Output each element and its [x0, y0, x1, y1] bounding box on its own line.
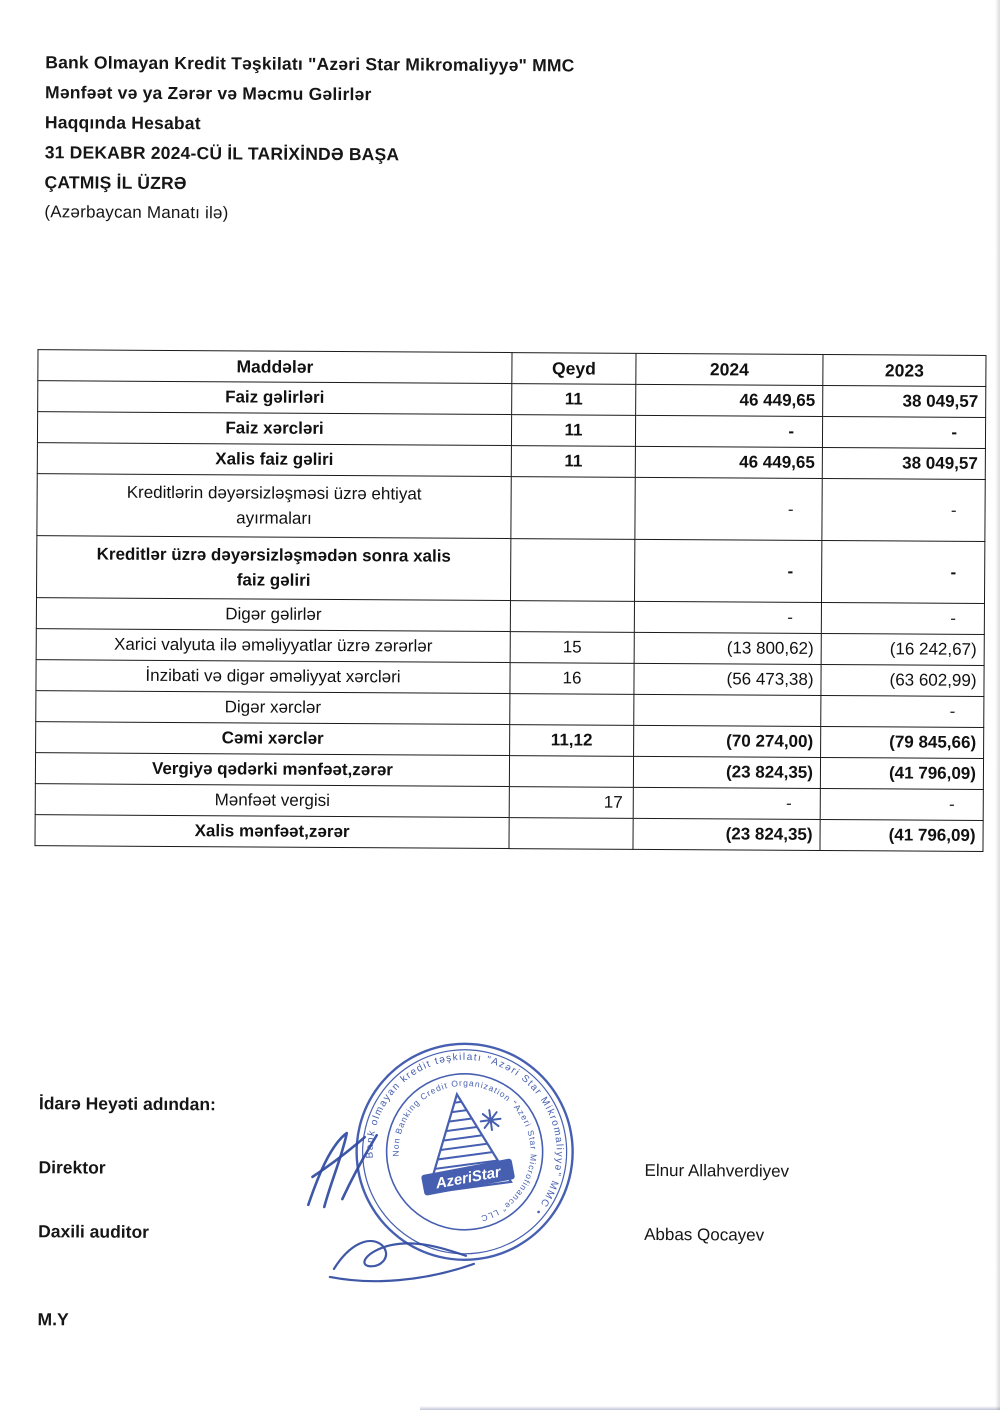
cell-label: Faiz gəlirləri: [38, 381, 512, 415]
cell-qeyd: 11: [511, 446, 635, 478]
cell-label: Xalis faiz gəliri: [37, 443, 511, 477]
cell-2023: 38 049,57: [822, 447, 985, 479]
cell-label: İnzibati və digər əməliyyat xərcləri: [36, 660, 510, 694]
cell-label: Cəmi xərclər: [36, 722, 510, 756]
cell-label: Xarici valyuta ilə əməliyyatlar üzrə zərərlər: [36, 629, 510, 663]
cell-2023: (63 602,99): [821, 664, 984, 696]
cell-label: Xalis mənfəət,zərər: [35, 815, 509, 849]
cell-label: Vergiyə qədərki mənfəət,zərər: [35, 753, 509, 787]
auditor-name: Abbas Qocayev: [644, 1224, 765, 1245]
cell-2023: (41 796,09): [820, 757, 983, 789]
auditor-label: Daxili auditor: [38, 1221, 150, 1242]
cell-qeyd: [510, 539, 634, 602]
cell-2024: [634, 694, 821, 726]
cell-2023: -: [821, 695, 984, 727]
cell-label: Faiz xərcləri: [37, 412, 511, 446]
table-row: [35, 815, 983, 852]
scan-artifact-bottom-edge: [420, 1406, 1000, 1410]
cell-2023: (79 845,66): [821, 726, 984, 758]
seal-mark-label: M.Y: [37, 1309, 69, 1330]
cell-2023: (16 242,67): [821, 633, 984, 665]
stamp-inner-text: Non Banking Credit Organization "Azeri Star Microfinance" LLC: [390, 1077, 539, 1224]
cell-2024: -: [633, 787, 820, 819]
cell-2023: (41 796,09): [820, 819, 983, 851]
cell-2024: 46 449,65: [636, 384, 823, 416]
stamp-logo-text: AzeriStar: [434, 1163, 503, 1193]
cell-qeyd: [509, 818, 633, 850]
column-header-2024: 2024: [636, 353, 823, 385]
cell-2023: -: [822, 478, 985, 541]
cell-qeyd: 17: [509, 787, 633, 819]
director-label: Direktor: [38, 1157, 106, 1178]
cell-label: Digər xərclər: [36, 691, 510, 725]
cell-qeyd: 11: [512, 384, 636, 416]
scan-artifact-right-edge: [995, 0, 1000, 1410]
stamp-star-icon: [479, 1109, 501, 1131]
cell-2024: -: [635, 477, 822, 540]
report-title-line2: Haqqında Hesabat: [44, 112, 201, 134]
cell-2024: 46 449,65: [635, 446, 822, 478]
column-header-2023: 2023: [823, 354, 986, 386]
cell-2023: -: [820, 788, 983, 820]
cell-qeyd: [510, 694, 634, 726]
cell-qeyd: 16: [510, 663, 634, 695]
cell-qeyd: 11: [511, 415, 635, 447]
cell-qeyd: [510, 601, 634, 633]
on-behalf-label: İdarə Heyəti adından:: [38, 1093, 216, 1115]
auditor-signature: [324, 1229, 484, 1292]
director-name: Elnur Allahverdiyev: [644, 1160, 790, 1181]
director-signature: [296, 1127, 397, 1218]
cell-2024: (13 800,62): [634, 632, 821, 664]
cell-2024: -: [635, 415, 822, 447]
cell-label: Mənfəət vergisi: [35, 784, 509, 818]
currency-note: (Azərbaycan Manatı ilə): [44, 202, 229, 223]
cell-2024: (23 824,35): [633, 756, 820, 788]
report-period-line2: ÇATMIŞ İL ÜZRƏ: [44, 172, 187, 194]
cell-qeyd: 11,12: [510, 725, 634, 757]
report-header: [44, 47, 574, 230]
cell-2023: -: [822, 416, 985, 448]
table-row: [37, 474, 985, 542]
financial-table: [34, 349, 986, 852]
cell-label: Digər gəlirlər: [36, 598, 510, 632]
cell-2024: (70 274,00): [634, 725, 821, 757]
column-header-qeyd: Qeyd: [512, 353, 636, 385]
cell-qeyd: [509, 756, 633, 788]
cell-2024: -: [634, 539, 821, 602]
report-title-line1: Mənfəət və ya Zərər və Məcmu Gəlirlər: [45, 82, 372, 105]
cell-2023: -: [821, 602, 984, 634]
cell-2024: -: [634, 601, 821, 633]
cell-2023: 38 049,57: [823, 385, 986, 417]
cell-label: Kreditlər üzrə dəyərsizləşmədən sonra xalis faiz gəliri: [37, 536, 511, 601]
cell-2024: (23 824,35): [633, 818, 820, 850]
stamp-outer-text: Bank olmayan kredit təşkilatı "Azəri Star Mikromaliyyə" MMC •: [364, 1051, 565, 1218]
cell-2024: (56 473,38): [634, 663, 821, 695]
cell-qeyd: [511, 477, 635, 540]
table-row: [37, 536, 985, 604]
report-period-line1: 31 DEKABR 2024-CÜ İL TARİXİNDƏ BAŞA: [44, 142, 400, 165]
cell-label: Kreditlərin dəyərsizləşməsi üzrə ehtiyat ayırmaları: [37, 474, 511, 539]
stamp-inner-ring: [377, 1064, 552, 1239]
cell-qeyd: 15: [510, 632, 634, 664]
company-name: Bank Olmayan Kredit Təşkilatı "Azəri Star Mikromaliyyə" MMC: [45, 52, 575, 76]
cell-2023: -: [821, 540, 984, 603]
column-header-maddeler: Maddələr: [38, 350, 512, 384]
